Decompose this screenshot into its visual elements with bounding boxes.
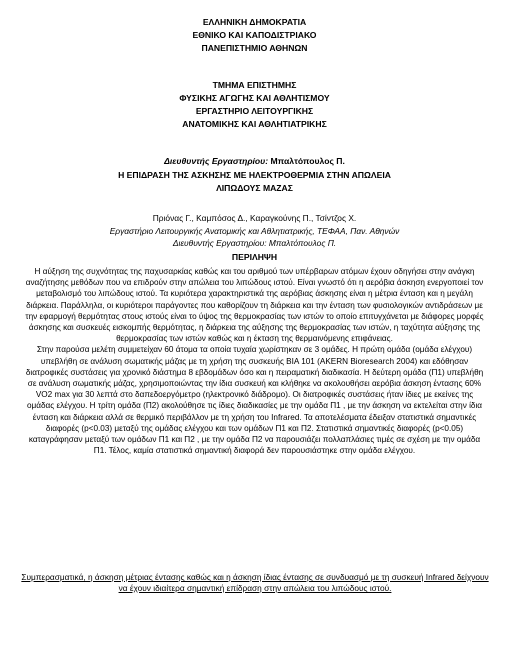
title-line: ΛΙΠΩΔΟΥΣ ΜΑΖΑΣ — [216, 183, 293, 193]
abstract-body — [22, 266, 487, 456]
abstract-paragraph: Στην παρούσα μελέτη συμμετείχαν 60 άτομα τα οποία τυχαία χωρίστηκαν σε 3 ομάδες. Η πρώτη ομάδα (ομάδα ελέγχου) υπεβλήθη σε ανάλυση σωματικής μάζας με τη χρήση της συσκευής BIA 101 (AKERN Bioresearch 2004) και εδόθησαν διατροφικές συστάσεις για χρονικό διάστημα 8 εβδομάδων όσο και η πειραματική διαδικασία. Η δεύτερη ομάδα (Π1) υπεβλήθη σε ανάλυση σωματικής μάζας, χρησιμοποιώντας την ίδια συσκευή και κλήθηκε να ακολουθήσει αερόβια άσκηση έντασης 60% VO2 max για 30 λεπτά στο δαπεδοεργόμετρο (ηλεκτρονικό διάδρομο). Οι διατροφικές συστάσεις ήταν ίδιες με εκείνες της ομάδας ελέγχου. Η τρίτη ομάδα (Π2) ακολούθησε τις ίδιες διαδικασίες με την ομάδα Π1 , με την άσκηση να εκτελείται στην ίδια ένταση και διάρκεια αλλά σε θερμικό περιβάλλον με τη χρήση του Infrared. Τα αποτελέσματα έδειξαν στατιστικά σημαντικές διαφορές (p<0.03) μεταξύ της ομάδας ελέγχου και των ομάδων Π1 και Π2. Στατιστικά σημαντικές διαφορές (p<0.05) καταγράφησαν μεταξύ των ομάδων Π1 και Π2 , με την ομάδα Π2 να παρουσιάζει πολλαπλάσιες τιμές σε σχέση με την ομάδα Π1. Τέλος, καμία στατιστικά σημαντική διαφορά δεν παρουσιάστηκε στην ομάδα ελέγχου. — [25, 345, 484, 456]
affiliation-director: Διευθυντής Εργαστηρίου: Μπαλτόπουλος Π. — [172, 238, 337, 248]
director-name: Μπαλτόπουλος Π. — [270, 156, 345, 166]
author-list: Πριόνας Γ., Καμπόσος Δ., Καραγκούνης Π., Τσίντζος Χ. — [152, 213, 357, 223]
paper-title — [0, 169, 509, 195]
institution-line: ΠΑΝΕΠΙΣΤΗΜΙΟ ΑΘΗΝΩΝ — [201, 43, 308, 53]
institution-line: ΕΛΛΗΝΙΚΗ ΔΗΜΟΚΡΑΤΙΑ — [202, 17, 307, 27]
conclusion: Συμπερασματικά, η άσκηση μέτριας έντασης καθώς και η άσκηση ίδιας έντασης σε συνδυασμό με τη συσκευή Infrared δείχνουν να έχουν ιδιαίτερα σημαντική επίδραση στην απώλεια του λιπώδους ιστού. — [21, 572, 489, 594]
institution-line: ΕΘΝΙΚΟ ΚΑΙ ΚΑΠΟΔΙΣΤΡΙΑΚΟ — [192, 30, 317, 40]
department-line: ΦΥΣΙΚΗΣ ΑΓΩΓΗΣ ΚΑΙ ΑΘΛΗΤΙΣΜΟΥ — [179, 93, 330, 103]
abstract-heading: ΠΕΡΙΛΗΨΗ — [231, 252, 278, 262]
abstract-paragraph: Η αύξηση της συχνότητας της παχυσαρκίας καθώς και του αριθμού των υπέρβαρων ατόμων έχουν οδηγήσει στην ανάγκη αναζήτησης μεθόδων που να επιδρούν στην απώλεια του λιπώδους ιστού. Είναι γνωστό ότι η αερόβια άσκηση ενεργοποιεί τον μεταβολισμό του λιπώδους ιστού. Τα κυριότερα χαρακτηριστικά της αερόβιας άσκησης είναι η μέτρια ένταση και η μεγάλη διάρκεια. Παράλληλα, οι κυριότεροι παράγοντες που καθορίζουν τη διάρκεια και την ένταση των φυσιολογικών αντιδράσεων με την εφαρμογή θερμότητας στους ιστούς είναι το ύψος της θερμοκρασίας των ιστών το οποίο επιτυγχάνεται με διάφορες μορφές άσκησης και συσκευές εισκομπής θερμότητας, η διάρκεια της αύξησης της θερμοκρασίας των ιστών, η ταχύτητα αύξησης της θερμοκρασίας των ιστών καθώς και η έκταση της θερμαινόμενης επιφάνειας. — [25, 267, 484, 344]
department-line: ΤΜΗΜΑ ΕΠΙΣΤΗΜΗΣ — [212, 80, 297, 90]
title-line: Η ΕΠΙΔΡΑΣΗ ΤΗΣ ΑΣΚΗΣΗΣ ΜΕ ΗΛΕΚΤΡΟΘΕΡΜΙΑ ΣΤΗΝ ΑΠΩΛΕΙΑ — [118, 170, 391, 180]
department-line: ΕΡΓΑΣΤΗΡΙΟ ΛΕΙΤΟΥΡΓΙΚΗΣ — [195, 106, 314, 116]
lab-director — [0, 156, 509, 166]
department-header — [0, 79, 509, 131]
department-line: ΑΝΑΤΟΜΙΚΗΣ ΚΑΙ ΑΘΛΗΤΙΑΤΡΙΚΗΣ — [182, 119, 327, 129]
author-block — [0, 212, 509, 250]
affiliation: Εργαστήριο Λειτουργικής Ανατομικής και Αθλητιατρικής, ΤΕΦΑΑ, Παν. Αθηνών — [109, 225, 400, 236]
director-label: Διευθυντής Εργαστηρίου: — [164, 156, 269, 166]
institution-header — [0, 16, 509, 55]
